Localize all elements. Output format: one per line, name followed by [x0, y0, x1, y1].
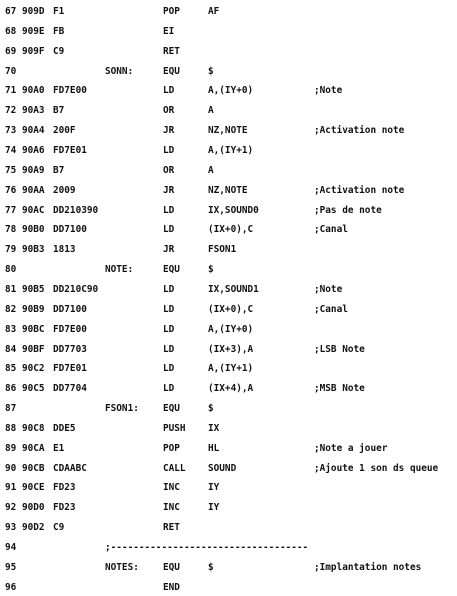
opcode-bytes: 2009	[53, 184, 76, 196]
opcode-bytes: FD7E01	[53, 363, 87, 375]
opcode-bytes: E1	[53, 442, 65, 454]
listing-line	[0, 45, 457, 59]
comment: ;MSB Note	[314, 383, 365, 395]
listing-line	[0, 104, 457, 118]
label: ;-----------------------------------	[105, 542, 309, 553]
opcode-bytes: 200F	[53, 125, 76, 137]
mnemonic: LD	[163, 323, 175, 335]
address: 90C5	[22, 383, 45, 395]
mnemonic: POP	[163, 6, 180, 17]
mnemonic: LD	[163, 303, 175, 315]
comment: ;Canal	[314, 303, 348, 315]
listing-line	[0, 124, 457, 138]
mnemonic: OR	[163, 164, 175, 176]
listing-line	[0, 204, 457, 218]
comment: ;Ajoute 1 son ds queue	[314, 462, 439, 474]
mnemonic: INC	[163, 482, 180, 494]
line-number: 80	[5, 264, 17, 276]
line-number: 67	[5, 6, 17, 17]
operand: A,(IY+1)	[208, 363, 254, 375]
line-number: 94	[5, 542, 17, 553]
line-number: 81	[5, 283, 17, 295]
listing-line	[0, 65, 457, 79]
opcode-bytes: DD7100	[53, 303, 87, 315]
mnemonic: LD	[163, 363, 175, 375]
address: 90A3	[22, 105, 45, 117]
operand: $	[208, 561, 214, 573]
opcode-bytes: F1	[53, 6, 65, 17]
mnemonic: CALL	[163, 462, 186, 474]
address: 90CA	[22, 442, 45, 454]
mnemonic: LD	[163, 383, 175, 395]
operand: $	[208, 403, 214, 414]
address: 90B0	[22, 224, 45, 236]
opcode-bytes: CDAABC	[53, 462, 87, 474]
mnemonic: EQU	[163, 264, 180, 276]
line-number: 71	[5, 85, 17, 97]
comment: ;Activation note	[314, 184, 405, 196]
opcode-bytes: FD23	[53, 502, 76, 514]
listing-line	[0, 25, 457, 39]
operand: IX,SOUND1	[208, 283, 259, 295]
label: NOTES:	[105, 561, 139, 573]
mnemonic: LD	[163, 204, 175, 216]
opcode-bytes: C9	[53, 522, 65, 534]
line-number: 95	[5, 561, 17, 573]
line-number: 96	[5, 581, 17, 593]
operand: IX,SOUND0	[208, 204, 259, 216]
comment: ;Note	[314, 283, 343, 295]
line-number: 88	[5, 422, 17, 434]
address: 90A4	[22, 125, 45, 137]
operand: NZ,NOTE	[208, 184, 248, 196]
address: 90C8	[22, 422, 45, 434]
address: 909D	[22, 6, 45, 17]
opcode-bytes: C9	[53, 45, 65, 57]
mnemonic: LD	[163, 224, 175, 236]
operand: HL	[208, 442, 220, 454]
line-number: 73	[5, 125, 17, 137]
listing-line	[0, 462, 457, 476]
line-number: 93	[5, 522, 17, 534]
listing-line	[0, 521, 457, 535]
operand: IY	[208, 502, 220, 514]
opcode-bytes: FD7E00	[53, 85, 87, 97]
comment: ;Canal	[314, 224, 348, 236]
line-number: 87	[5, 403, 17, 414]
operand: (IX+0),C	[208, 224, 254, 236]
comment: ;Activation note	[314, 125, 405, 137]
operand: A,(IY+0)	[208, 323, 254, 335]
opcode-bytes: FB	[53, 25, 65, 37]
listing-line	[0, 343, 457, 357]
listing-line	[0, 561, 457, 575]
mnemonic: JR	[163, 244, 175, 256]
mnemonic: PUSH	[163, 422, 186, 434]
line-number: 74	[5, 145, 17, 156]
line-number: 77	[5, 204, 17, 216]
mnemonic: EQU	[163, 65, 180, 77]
label: NOTE:	[105, 264, 134, 276]
listing-line	[0, 223, 457, 237]
opcode-bytes: B7	[53, 164, 65, 176]
opcode-bytes: DD210C90	[53, 283, 99, 295]
operand: FSON1	[208, 244, 237, 256]
mnemonic: JR	[163, 125, 175, 137]
address: 90CB	[22, 462, 45, 474]
line-number: 82	[5, 303, 17, 315]
opcode-bytes: FD7E01	[53, 145, 87, 156]
address: 90A0	[22, 85, 45, 97]
operand: NZ,NOTE	[208, 125, 248, 137]
mnemonic: EQU	[163, 403, 180, 414]
operand: SOUND	[208, 462, 237, 474]
label: SONN:	[105, 65, 134, 77]
address: 90A9	[22, 164, 45, 176]
operand: IX	[208, 422, 220, 434]
listing-line	[0, 243, 457, 257]
listing-line	[0, 362, 457, 376]
address: 909E	[22, 25, 45, 37]
line-number: 91	[5, 482, 17, 494]
listing-line	[0, 481, 457, 495]
address: 909F	[22, 45, 45, 57]
opcode-bytes: FD23	[53, 482, 76, 494]
line-number: 92	[5, 502, 17, 514]
line-number: 78	[5, 224, 17, 236]
comment: ;Implantation notes	[314, 561, 422, 573]
line-number: 75	[5, 164, 17, 176]
listing-line	[0, 442, 457, 456]
comment: ;LSB Note	[314, 343, 365, 355]
line-number: 85	[5, 363, 17, 375]
mnemonic: LD	[163, 145, 175, 156]
operand: IY	[208, 482, 220, 494]
mnemonic: JR	[163, 184, 175, 196]
listing-line	[0, 422, 457, 436]
opcode-bytes: DD210390	[53, 204, 99, 216]
line-number: 79	[5, 244, 17, 256]
address: 90B5	[22, 283, 45, 295]
listing-line	[0, 402, 457, 416]
mnemonic: RET	[163, 522, 180, 534]
listing-line	[0, 263, 457, 277]
mnemonic: LD	[163, 283, 175, 295]
line-number: 76	[5, 184, 17, 196]
address: 90D0	[22, 502, 45, 514]
listing-line	[0, 303, 457, 317]
mnemonic: RET	[163, 45, 180, 57]
address: 90BC	[22, 323, 45, 335]
opcode-bytes: FD7E00	[53, 323, 87, 335]
listing-line	[0, 541, 457, 555]
label: FSON1:	[105, 403, 139, 414]
address: 90BF	[22, 343, 45, 355]
operand: (IX+4),A	[208, 383, 254, 395]
comment: ;Note a jouer	[314, 442, 388, 454]
address: 90AA	[22, 184, 45, 196]
operand: (IX+0),C	[208, 303, 254, 315]
listing-line	[0, 501, 457, 515]
mnemonic: OR	[163, 105, 175, 117]
line-number: 72	[5, 105, 17, 117]
listing-line	[0, 184, 457, 198]
opcode-bytes: DD7704	[53, 383, 87, 395]
address: 90D2	[22, 522, 45, 534]
operand: A	[208, 105, 214, 117]
opcode-bytes: DD7100	[53, 224, 87, 236]
listing-line	[0, 144, 457, 158]
mnemonic: LD	[163, 343, 175, 355]
address: 90AC	[22, 204, 45, 216]
mnemonic: EI	[163, 25, 175, 37]
address: 90B3	[22, 244, 45, 256]
line-number: 86	[5, 383, 17, 395]
operand: $	[208, 65, 214, 77]
opcode-bytes: 1813	[53, 244, 76, 256]
line-number: 90	[5, 462, 17, 474]
operand: AF	[208, 6, 220, 17]
listing-line	[0, 5, 457, 19]
mnemonic: LD	[163, 85, 175, 97]
opcode-bytes: DD7703	[53, 343, 87, 355]
listing-line	[0, 581, 457, 595]
listing-line	[0, 164, 457, 178]
operand: A,(IY+0)	[208, 85, 254, 97]
line-number: 83	[5, 323, 17, 335]
mnemonic: INC	[163, 502, 180, 514]
line-number: 69	[5, 45, 17, 57]
mnemonic: POP	[163, 442, 180, 454]
address: 90B9	[22, 303, 45, 315]
operand: A	[208, 164, 214, 176]
address: 90A6	[22, 145, 45, 156]
listing-line	[0, 382, 457, 396]
opcode-bytes: DDE5	[53, 422, 76, 434]
listing-line	[0, 283, 457, 297]
opcode-bytes: B7	[53, 105, 65, 117]
address: 90CE	[22, 482, 45, 494]
operand: A,(IY+1)	[208, 145, 254, 156]
line-number: 84	[5, 343, 17, 355]
line-number: 89	[5, 442, 17, 454]
comment: ;Pas de note	[314, 204, 382, 216]
address: 90C2	[22, 363, 45, 375]
line-number: 68	[5, 25, 17, 37]
mnemonic: END	[163, 581, 180, 593]
listing-line	[0, 84, 457, 98]
line-number: 70	[5, 65, 17, 77]
comment: ;Note	[314, 85, 343, 97]
operand: (IX+3),A	[208, 343, 254, 355]
mnemonic: EQU	[163, 561, 180, 573]
operand: $	[208, 264, 214, 276]
listing-line	[0, 323, 457, 337]
